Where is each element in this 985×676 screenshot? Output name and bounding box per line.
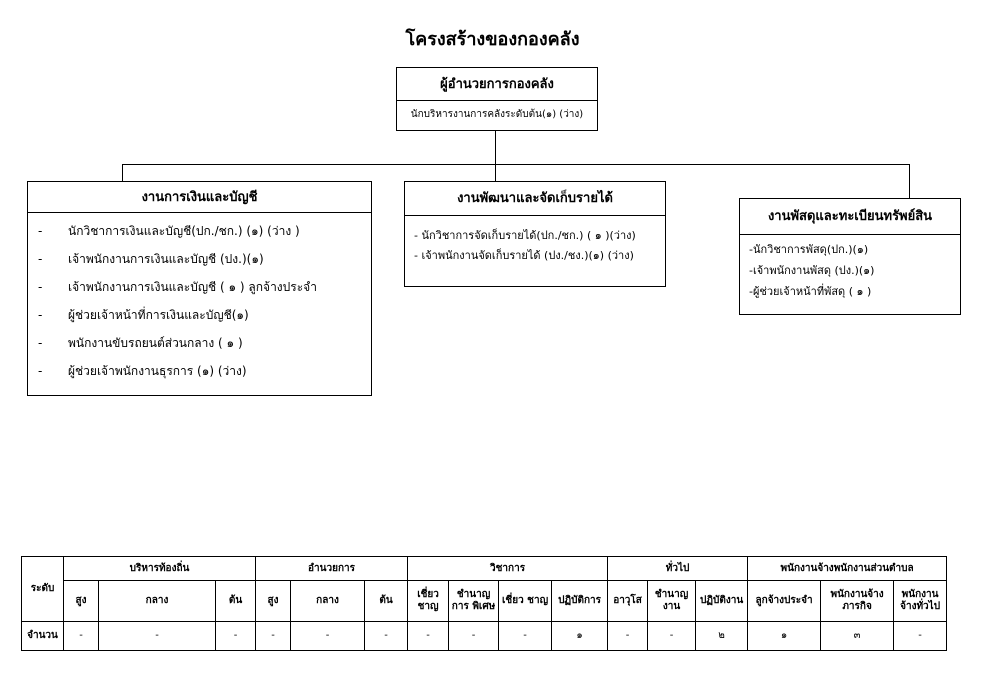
level-header: ชำนาญ งาน (648, 581, 696, 621)
level-header: สูง (64, 581, 99, 621)
list-item: - เจ้าพนักงานการเงินและบัญชี ( ๑ ) ลูกจ้างประจำ (38, 280, 317, 294)
level-header: ต้น (216, 581, 256, 621)
director-box (396, 67, 598, 131)
count-cell: ๑ (748, 621, 821, 650)
count-cell: - (648, 621, 696, 650)
list-item: - พนักงานขับรถยนต์ส่วนกลาง ( ๑ ) (38, 336, 243, 350)
supplies-heading: งานพัสดุและทะเบียนทรัพย์สิน (740, 199, 960, 235)
level-header: ต้น (365, 581, 408, 621)
count-cell: - (499, 621, 552, 650)
page-title: โครงสร้างของกองคลัง (405, 29, 580, 50)
level-header: พนักงาน จ้างทั่วไป (894, 581, 947, 621)
group-header: พนักงานจ้างพนักงานส่วนตำบล (748, 557, 947, 581)
count-cell: - (216, 621, 256, 650)
list-item: -ผู้ช่วยเจ้าหน้าที่พัสดุ ( ๑ ) (749, 285, 872, 298)
count-cell: ๑ (552, 621, 608, 650)
count-cell: - (99, 621, 216, 650)
connector-vertical-main (495, 131, 496, 165)
level-header: ชำนาญ การ พิเศษ (449, 581, 499, 621)
level-header: ลูกจ้างประจำ (748, 581, 821, 621)
list-item: - ผู้ช่วยเจ้าพนักงานธุรการ (๑) (ว่าง) (38, 364, 247, 378)
list-item: - นักวิชาการเงินและบัญชี(ปก./ชก.) (๑) (ว่าง ) (38, 224, 300, 238)
count-cell: ๒ (696, 621, 748, 650)
list-item: - เจ้าพนักงานการเงินและบัญชี (ปง.)(๑) (38, 252, 264, 266)
count-cell: - (64, 621, 99, 650)
count-cell: - (608, 621, 648, 650)
list-item: - เจ้าพนักงานจัดเก็บรายได้ (ปง./ชง.)(๑) (ว่าง) (414, 249, 634, 262)
connector-right (909, 164, 910, 199)
level-header: สูง (256, 581, 291, 621)
group-header: วิชาการ (408, 557, 608, 581)
director-position: นักบริหารงานการคลังระดับต้น(๑) (ว่าง) (410, 109, 584, 120)
count-cell: ๓ (821, 621, 894, 650)
level-header: ปฏิบัติงาน (696, 581, 748, 621)
level-header: พนักงานจ้าง ภารกิจ (821, 581, 894, 621)
level-header: ปฏิบัติการ (552, 581, 608, 621)
supplies-box (739, 198, 961, 315)
connector-horizontal (122, 164, 910, 165)
finance-box (27, 181, 372, 396)
list-item: -นักวิชาการพัสดุ(ปก.)(๑) (749, 243, 869, 256)
level-header: กลาง (99, 581, 216, 621)
row-label-level: ระดับ (22, 557, 64, 622)
row-label-count: จำนวน (22, 621, 64, 650)
count-cell: - (291, 621, 365, 650)
staffing-table (21, 556, 947, 651)
connector-left (122, 164, 123, 182)
count-cell: - (894, 621, 947, 650)
level-header: กลาง (291, 581, 365, 621)
finance-heading: งานการเงินและบัญชี (28, 182, 371, 213)
level-header: อาวุโส (608, 581, 648, 621)
supplies-list (740, 235, 960, 303)
director-heading: ผู้อำนวยการกองคลัง (397, 68, 597, 101)
list-item: - นักวิชาการจัดเก็บรายได้(ปก./ชก.) ( ๑ )(ว่าง) (414, 229, 636, 242)
finance-list (28, 213, 371, 390)
group-header: อำนวยการ (256, 557, 408, 581)
revenue-heading: งานพัฒนาและจัดเก็บรายได้ (405, 182, 665, 216)
count-cell: - (365, 621, 408, 650)
count-cell: - (449, 621, 499, 650)
list-item: -เจ้าพนักงานพัสดุ (ปง.)(๑) (749, 264, 875, 277)
count-cell: - (408, 621, 449, 650)
list-item: - ผู้ช่วยเจ้าหน้าที่การเงินและบัญชี(๑) (38, 308, 249, 322)
level-header: เชี่ยว ชาญ (499, 581, 552, 621)
group-header: บริหารท้องถิ่น (64, 557, 256, 581)
count-cell: - (256, 621, 291, 650)
level-header: เชี่ยว ชาญ (408, 581, 449, 621)
revenue-box (404, 181, 666, 287)
revenue-list (405, 216, 665, 266)
group-header: ทั่วไป (608, 557, 748, 581)
connector-middle (495, 164, 496, 182)
